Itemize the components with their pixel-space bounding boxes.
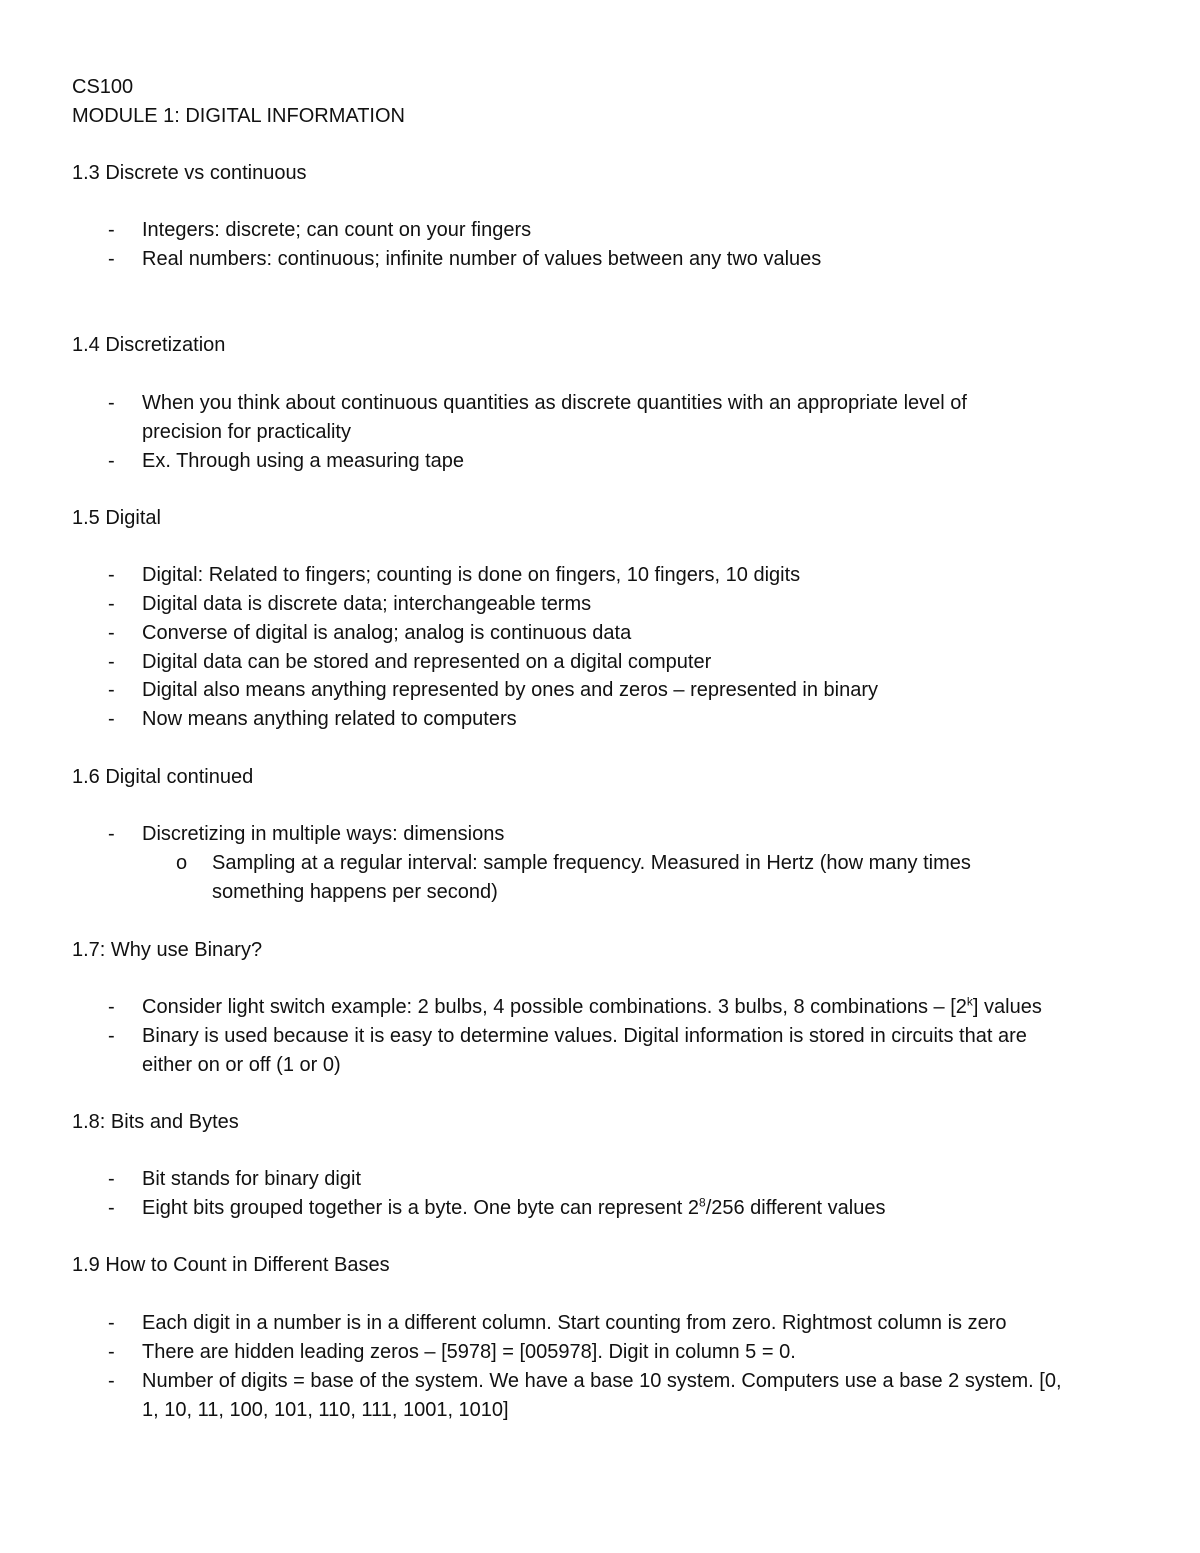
bullet-dash: - <box>108 1168 115 1190</box>
list-item: Digital data can be stored and represented on a digital computer <box>142 651 712 673</box>
bullet-dash: - <box>108 823 115 845</box>
sub-list-item: Sampling at a regular interval: sample frequency. Measured in Hertz (how many times <box>212 852 971 874</box>
superscript: k <box>966 994 973 1009</box>
list-item: Bit stands for binary digit <box>142 1168 361 1190</box>
list-item-continuation: 1, 10, 11, 100, 101, 110, 111, 1001, 1010] <box>142 1399 509 1421</box>
list-item: Digital data is discrete data; interchangeable terms <box>142 593 592 615</box>
list-item <box>142 1195 885 1221</box>
section-heading-1-9: 1.9 How to Count in Different Bases <box>72 1254 390 1276</box>
list-item: Discretizing in multiple ways: dimensions <box>142 823 505 845</box>
bullet-dash: - <box>108 450 115 472</box>
bullet-dash: - <box>108 679 115 701</box>
bullet-dash: - <box>108 219 115 241</box>
list-item: Ex. Through using a measuring tape <box>142 450 465 472</box>
list-item: Number of digits = base of the system. We have a base 10 system. Computers use a base 2 system. [0, <box>142 1370 1062 1392</box>
bullet-dash: - <box>108 1341 115 1363</box>
list-item-continuation: either on or off (1 or 0) <box>142 1054 341 1076</box>
section-heading-1-7: 1.7: Why use Binary? <box>72 939 263 961</box>
superscript: 8 <box>699 1195 706 1210</box>
list-item: When you think about continuous quantities as discrete quantities with an appropriate level of <box>142 392 967 414</box>
list-item: There are hidden leading zeros – [5978] = [005978]. Digit in column 5 = 0. <box>142 1341 796 1363</box>
list-item-text: Consider light switch example: 2 bulbs, 4 possible combinations. 3 bulbs, 8 combinations – [2 <box>142 996 967 1018</box>
bullet-dash: - <box>108 651 115 673</box>
module-title: MODULE 1: DIGITAL INFORMATION <box>72 105 405 127</box>
list-item-text: Eight bits grouped together is a byte. One byte can represent 2 <box>142 1197 700 1219</box>
bullet-dash: - <box>108 1197 115 1219</box>
list-item: Real numbers: continuous; infinite number of values between any two values <box>142 248 822 270</box>
bullet-dash: - <box>108 392 115 414</box>
bullet-dash: - <box>108 248 115 270</box>
bullet-dash: - <box>108 1312 115 1334</box>
section-heading-1-5: 1.5 Digital <box>72 507 161 529</box>
bullet-dash: - <box>108 1025 115 1047</box>
list-item-text: ] values <box>972 996 1042 1018</box>
section-heading-1-3: 1.3 Discrete vs continuous <box>72 162 307 184</box>
sub-list-item-continuation: something happens per second) <box>212 881 498 903</box>
list-item: Integers: discrete; can count on your fingers <box>142 219 532 241</box>
list-item: Each digit in a number is in a different column. Start counting from zero. Rightmost column is zero <box>142 1312 1007 1334</box>
bullet-dash: - <box>108 564 115 586</box>
bullet-dash: - <box>108 593 115 615</box>
bullet-circle: o <box>176 852 188 874</box>
list-item-text: /256 different values <box>705 1197 886 1219</box>
section-heading-1-4: 1.4 Discretization <box>72 334 226 356</box>
course-title: CS100 <box>72 76 134 98</box>
section-heading-1-8: 1.8: Bits and Bytes <box>72 1111 239 1133</box>
list-item: Converse of digital is analog; analog is continuous data <box>142 622 632 644</box>
bullet-dash: - <box>108 1370 115 1392</box>
bullet-dash: - <box>108 996 115 1018</box>
list-item <box>142 994 1042 1020</box>
list-item-continuation: precision for practicality <box>142 421 351 443</box>
list-item: Now means anything related to computers <box>142 708 517 730</box>
section-heading-1-6: 1.6 Digital continued <box>72 766 254 788</box>
list-item: Digital also means anything represented by ones and zeros – represented in binary <box>142 679 878 701</box>
bullet-dash: - <box>108 708 115 730</box>
list-item: Digital: Related to fingers; counting is done on fingers, 10 fingers, 10 digits <box>142 564 801 586</box>
list-item: Binary is used because it is easy to determine values. Digital information is stored in circuits that are <box>142 1025 1027 1047</box>
bullet-dash: - <box>108 622 115 644</box>
